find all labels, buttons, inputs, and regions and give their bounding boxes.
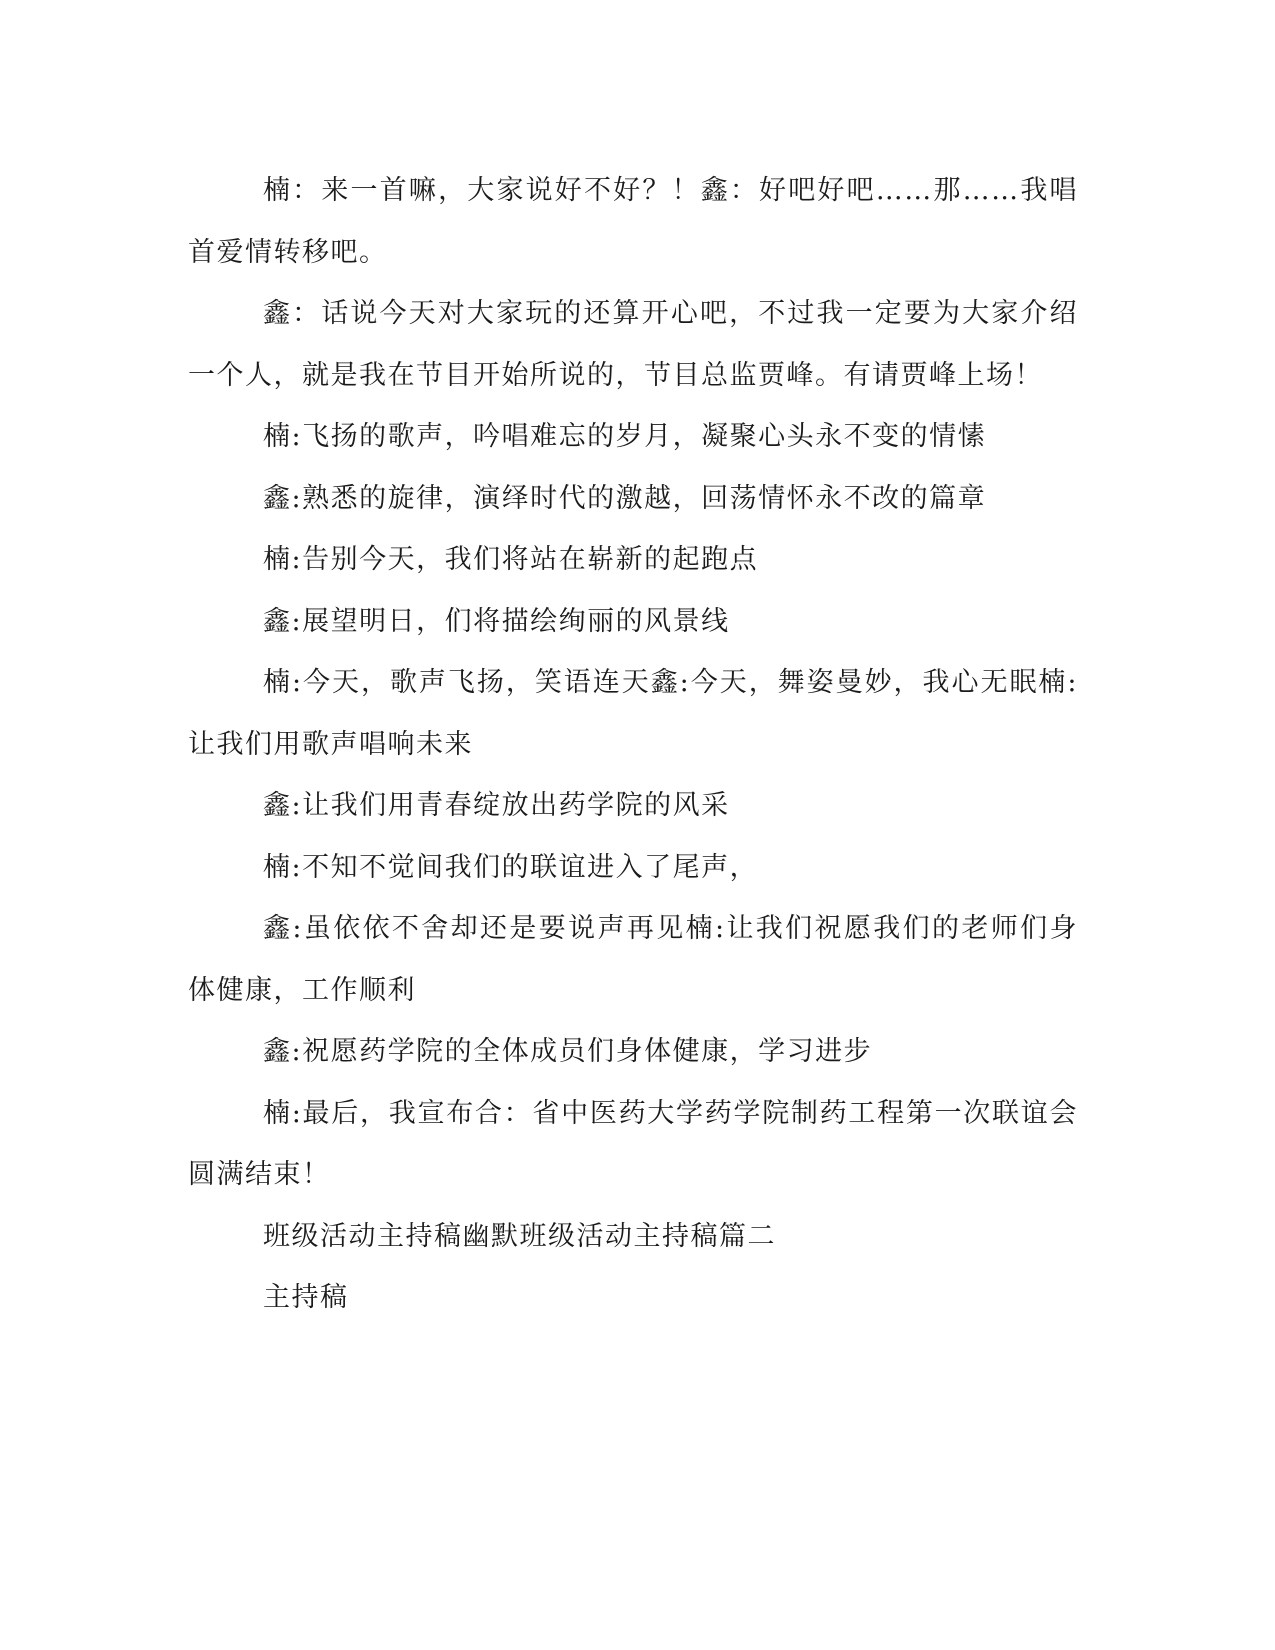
paragraph: 楠：来一首嘛，大家说好不好？！鑫：好吧好吧……那……我唱首爱情转移吧。 — [188, 175, 1078, 268]
section-heading: 班级活动主持稿幽默班级活动主持稿篇二 — [263, 1220, 776, 1252]
paragraph: 鑫:展望明日，们将描绘绚丽的风景线 — [263, 605, 730, 637]
paragraph: 鑫:祝愿药学院的全体成员们身体健康，学习进步 — [263, 1036, 873, 1067]
paragraph: 鑫:熟悉的旋律，演绎时代的激越，回荡情怀永不改的篇章 — [263, 482, 987, 514]
paragraph: 鑫:让我们用青春绽放出药学院的风采 — [263, 790, 730, 821]
section-subheading: 主持稿 — [263, 1282, 349, 1313]
paragraph: 楠:飞扬的歌声，吟唱难忘的岁月，凝聚心头永不变的情愫 — [263, 421, 987, 452]
paragraph: 鑫:虽依依不舍却还是要说声再见楠:让我们祝愿我们的老师们身体健康，工作顺利 — [188, 913, 1078, 1006]
paragraph: 楠:最后，我宣布合：省中医药大学药学院制药工程第一次联谊会圆满结束！ — [188, 1097, 1078, 1190]
paragraph: 楠:今天，歌声飞扬，笑语连天鑫:今天，舞姿曼妙，我心无眠楠:让我们用歌声唱响未来 — [188, 667, 1078, 760]
document-body — [188, 160, 1078, 1329]
paragraph: 楠:不知不觉间我们的联谊进入了尾声， — [263, 851, 759, 883]
paragraph: 楠:告别今天，我们将站在崭新的起跑点 — [263, 544, 759, 575]
paragraph: 鑫：话说今天对大家玩的还算开心吧，不过我一定要为大家介绍一个人，就是我在节目开始所说的，节目总监贾峰。有请贾峰上场！ — [188, 298, 1078, 391]
